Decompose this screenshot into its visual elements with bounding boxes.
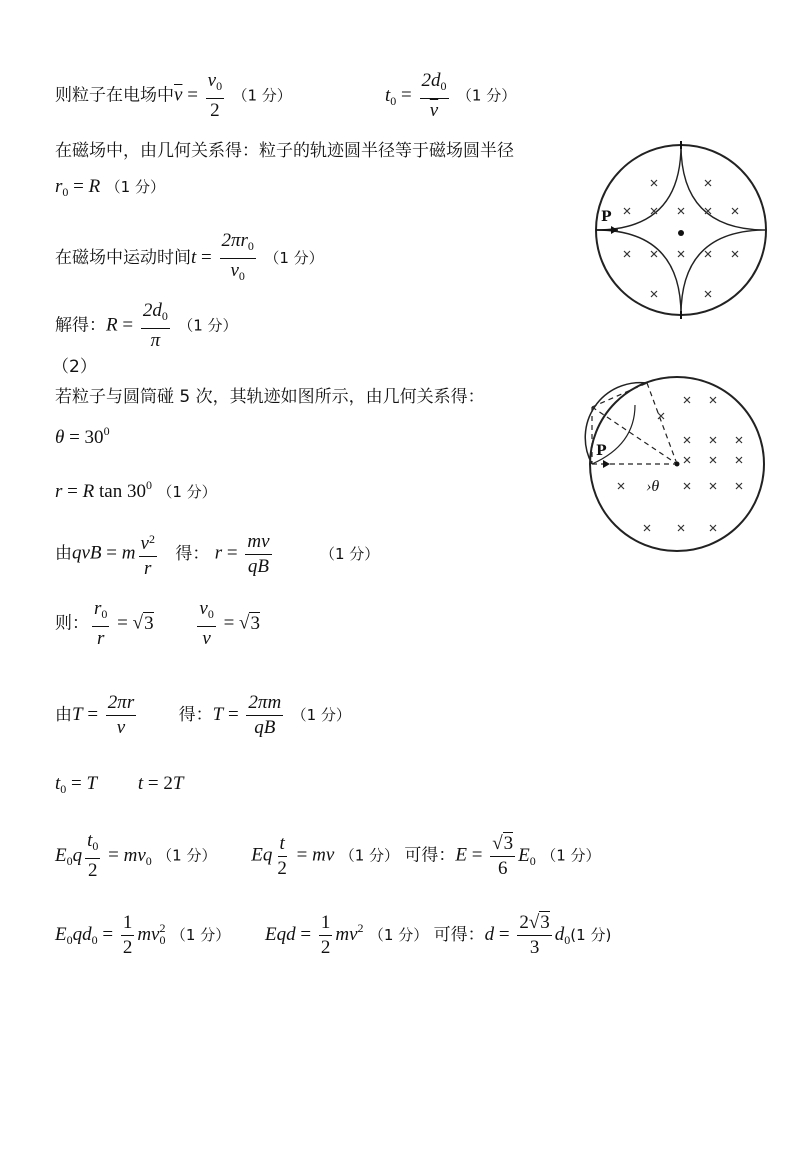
line-r-tan: r = R $\tan 30^0$ （1 分） <box>55 478 217 502</box>
line-period: 由T = $\frac{2\pi r}{v}$ 得：T = $\frac{2\pi m}{qB}$ （1 分） <box>55 692 351 738</box>
score: （1 分） <box>232 86 292 105</box>
text: 在磁场中，由几何关系得：粒子的轨迹圆半径等于磁场圆半径 <box>55 141 514 161</box>
text: 由 <box>55 543 72 564</box>
score: （1 分） <box>339 846 399 865</box>
point-P-label: P <box>596 443 607 459</box>
line-radius: $r_0 = R$ （1 分） <box>55 176 165 199</box>
line-times: $t_0 = T$ t = 2T <box>55 773 184 796</box>
angle-theta-label: ›θ <box>646 478 660 495</box>
line-five-collisions <box>55 382 485 407</box>
text: 由 <box>55 705 72 725</box>
figure-four-cusp-trajectory <box>588 135 773 320</box>
figure-five-collision-trajectory <box>580 365 770 555</box>
part-2-label <box>52 352 97 377</box>
text: 则： <box>55 613 89 634</box>
text: 可得： <box>404 845 456 866</box>
score: （1 分） <box>456 86 517 105</box>
score: （1 分） <box>178 316 238 335</box>
score: （1 分） <box>291 706 351 724</box>
score: （1 分） <box>105 178 165 196</box>
text: 解得： <box>55 315 106 336</box>
line-field-time: $t_0$ = $\frac{2d_0}{v}$ （1 分） <box>385 70 517 121</box>
line-magnetic-geometry <box>55 136 514 161</box>
score: (1 分) <box>570 926 612 944</box>
score: （1 分） <box>157 846 217 865</box>
text: （2） <box>52 357 97 377</box>
line-ratio: 则： $\frac{r_0}{r}$ = √3 $\frac{v_0}{v}$ = √3 <box>55 598 260 649</box>
score: （1 分） <box>541 846 601 865</box>
text: 在磁场中运动时间 <box>55 248 191 268</box>
score: （1 分） <box>170 926 231 944</box>
line-field-velocity: 则粒子在电场中$\overline{v}$ = $\frac{v_0}{2}$ （1 分） <box>55 70 292 121</box>
score: （1 分） <box>319 544 380 563</box>
text: 可得： <box>433 925 485 945</box>
line-theta: $\theta = 30^0$ <box>55 424 110 448</box>
text: 得： <box>178 705 213 725</box>
score: （1 分） <box>157 483 217 501</box>
score: （1 分） <box>368 926 429 944</box>
line-energy: $E_0qd_0$ = $\frac{1}{2}$ $mv_0^2$ （1 分） Eqd = $\frac{1}{2}$ $mv^2$ （1 分） 可得：d = $\frac{2√3}{3}$ $d_0(1$ 分) <box>55 912 612 958</box>
line-lorentz: 由qvB = m $\frac{v^2}{r}$ 得： r = $\frac{mv}{qB}$ （1 分） <box>55 528 379 580</box>
center-dot <box>678 230 684 236</box>
line-magnetic-time: 在磁场中运动时间t = $\frac{2\pi r_0}{v_0}$ （1 分） <box>55 230 324 283</box>
point-P-label: P <box>601 209 612 225</box>
text: 则粒子在电场中 <box>55 85 174 106</box>
line-solve-R: 解得：R = $\frac{2d_0}{\pi}$ （1 分） <box>55 300 238 351</box>
text: 若粒子与圆筒碰 5 次，其轨迹如图所示，由几何关系得： <box>55 387 485 407</box>
score: （1 分） <box>264 249 324 267</box>
text: 得： <box>175 543 210 564</box>
line-impulse: $E_0q$ $\frac{t_0}{2}$ = $mv_0$ （1 分） Eq $\frac{t}{2}$ = mv （1 分） 可得：E = $\frac{√3}{6}$ $E_0$ （1 分） <box>55 830 601 881</box>
